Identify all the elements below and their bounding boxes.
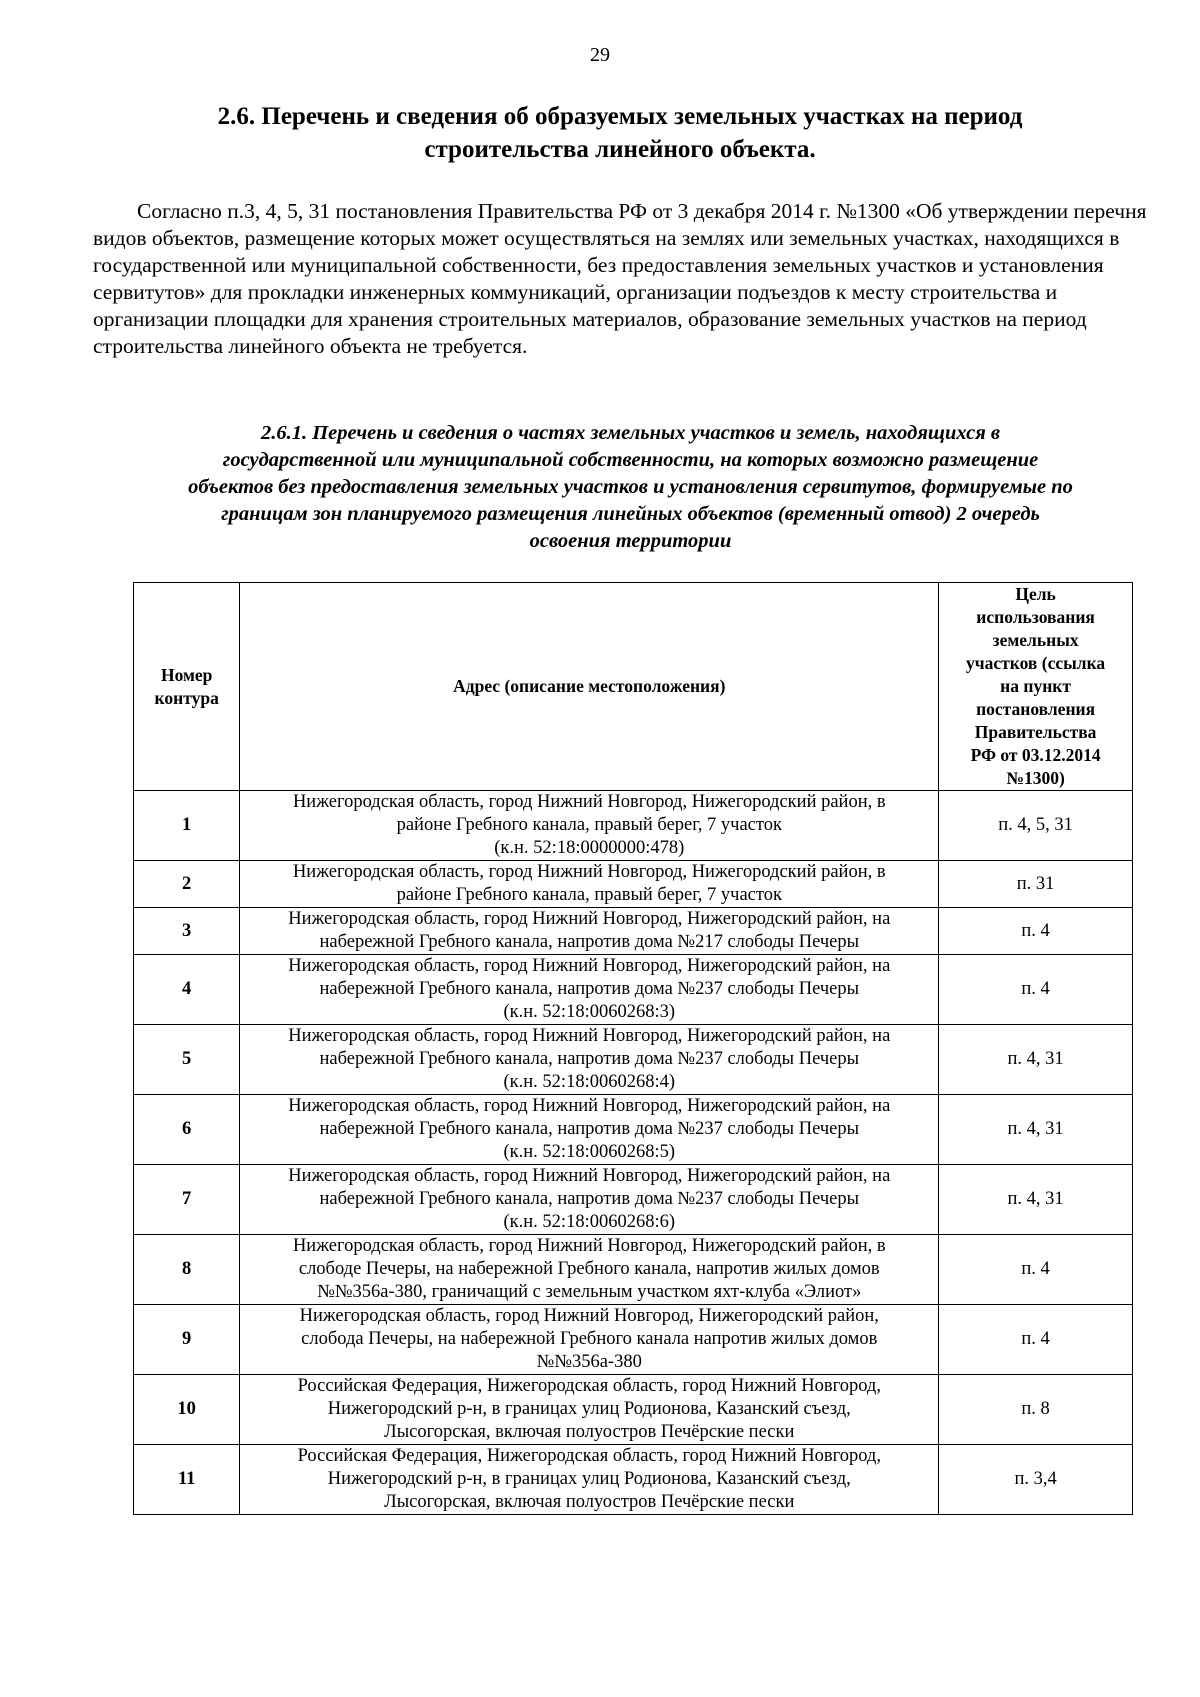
table-row bbox=[134, 861, 1133, 908]
usage-purpose: п. 4 bbox=[939, 908, 1133, 955]
subsection-heading-line: границам зон планируемого размещения линейных объектов (временный отвод) 2 очередь bbox=[221, 503, 1040, 525]
subsection-heading-line: освоения территории bbox=[529, 530, 732, 552]
section-heading-line: 2.6. Перечень и сведения об образуемых земельных участках на период bbox=[217, 103, 1023, 130]
table-row bbox=[134, 1235, 1133, 1305]
address-line: набережной Гребного канала, напротив дома №237 слободы Печеры bbox=[319, 979, 860, 999]
contour-address bbox=[240, 1445, 939, 1515]
contour-number: 11 bbox=[134, 1445, 240, 1515]
table-row bbox=[134, 1375, 1133, 1445]
address-line: Нижегородский р-н, в границах улиц Родионова, Казанский съезд, bbox=[327, 1469, 851, 1489]
table-row bbox=[134, 1165, 1133, 1235]
usage-purpose: п. 3,4 bbox=[939, 1445, 1133, 1515]
contour-number: 3 bbox=[134, 908, 240, 955]
address-line: Лысогорская, включая полуостров Печёрские пески bbox=[384, 1492, 795, 1512]
usage-purpose: п. 4 bbox=[939, 1305, 1133, 1375]
address-line: Нижегородская область, город Нижний Новгород, Нижегородский район, bbox=[299, 1306, 879, 1326]
header-address: Адрес (описание местоположения) bbox=[240, 583, 939, 791]
section-heading bbox=[120, 100, 1120, 166]
usage-purpose: п. 8 bbox=[939, 1375, 1133, 1445]
header-purpose-line: на пункт bbox=[1000, 676, 1071, 696]
contour-address bbox=[240, 1095, 939, 1165]
address-line: Нижегородская область, город Нижний Новгород, Нижегородский район, в bbox=[292, 862, 886, 882]
table-body bbox=[134, 791, 1133, 1515]
address-line: районе Гребного канала, правый берег, 7 участок bbox=[396, 815, 782, 835]
table-row bbox=[134, 791, 1133, 861]
address-line: Нижегородская область, город Нижний Новгород, Нижегородский район, на bbox=[288, 1026, 891, 1046]
usage-purpose: п. 4, 31 bbox=[939, 1165, 1133, 1235]
contours-table bbox=[133, 582, 1133, 1515]
address-line: набережной Гребного канала, напротив дома №237 слободы Печеры bbox=[319, 1189, 860, 1209]
subsection-heading bbox=[93, 420, 1168, 555]
contour-address bbox=[240, 1025, 939, 1095]
page-number: 29 bbox=[590, 44, 610, 66]
address-line: набережной Гребного канала, напротив дома №237 слободы Печеры bbox=[319, 1049, 860, 1069]
contour-number: 2 bbox=[134, 861, 240, 908]
address-line: Российская Федерация, Нижегородская область, город Нижний Новгород, bbox=[297, 1376, 881, 1396]
header-number-line: контура bbox=[154, 687, 219, 708]
address-line: Нижегородская область, город Нижний Новгород, Нижегородский район, на bbox=[288, 909, 891, 929]
address-line: набережной Гребного канала, напротив дома №217 слободы Печеры bbox=[319, 932, 860, 952]
address-line: №№356а-380, граничащий с земельным участком яхт-клуба «Элиот» bbox=[317, 1282, 862, 1302]
address-line: Нижегородская область, город Нижний Новгород, Нижегородский район, на bbox=[288, 956, 891, 976]
contour-number: 8 bbox=[134, 1235, 240, 1305]
header-purpose-line: земельных bbox=[992, 630, 1079, 650]
usage-purpose: п. 4, 5, 31 bbox=[939, 791, 1133, 861]
contour-address bbox=[240, 908, 939, 955]
header-purpose-line: постановления bbox=[976, 699, 1096, 719]
address-line: Нижегородский р-н, в границах улиц Родионова, Казанский съезд, bbox=[327, 1399, 851, 1419]
header-purpose-line: РФ от 03.12.2014 bbox=[970, 745, 1101, 765]
header-purpose-line: использования bbox=[976, 607, 1095, 627]
contour-address bbox=[240, 955, 939, 1025]
cadastral-number: (к.н. 52:18:0060268:3) bbox=[503, 1002, 676, 1022]
contour-number: 6 bbox=[134, 1095, 240, 1165]
contour-address bbox=[240, 1375, 939, 1445]
address-line: Лысогорская, включая полуостров Печёрские пески bbox=[384, 1422, 795, 1442]
body-paragraph: Согласно п.3, 4, 5, 31 постановления Правительства РФ от 3 декабря 2014 г. №1300 «Об утверждении перечня видов объектов, размещение которых может осуществляться на землях или земельных участках, находящихся в государственной или муниципальной собственности, без предоставления земельных участков и установления сервитутов» для прокладки инженерных коммуникаций, организации подъездов к месту строительства и организации площадки для хранения строительных материалов, образование земельных участков на период строительства линейного объекта не требуется. bbox=[93, 199, 1147, 358]
section-heading-line: строительства линейного объекта. bbox=[424, 136, 816, 163]
address-line: слобода Печеры, на набережной Гребного канала напротив жилых домов bbox=[301, 1329, 878, 1349]
contour-address bbox=[240, 1165, 939, 1235]
contour-number: 4 bbox=[134, 955, 240, 1025]
subsection-heading-line: государственной или муниципальной собственности, на которых возможно размещение bbox=[222, 449, 1039, 471]
address-line: Нижегородская область, город Нижний Новгород, Нижегородский район, в bbox=[292, 792, 886, 812]
cadastral-number: (к.н. 52:18:0000000:478) bbox=[494, 838, 685, 858]
address-line: Российская Федерация, Нижегородская область, город Нижний Новгород, bbox=[297, 1446, 881, 1466]
address-line: Нижегородская область, город Нижний Новгород, Нижегородский район, на bbox=[288, 1166, 891, 1186]
contour-number: 9 bbox=[134, 1305, 240, 1375]
usage-purpose: п. 4, 31 bbox=[939, 1095, 1133, 1165]
usage-purpose: п. 31 bbox=[939, 861, 1133, 908]
address-line: набережной Гребного канала, напротив дома №237 слободы Печеры bbox=[319, 1119, 860, 1139]
address-line: Нижегородская область, город Нижний Новгород, Нижегородский район, на bbox=[288, 1096, 891, 1116]
contour-number: 1 bbox=[134, 791, 240, 861]
table-header-row bbox=[134, 583, 1133, 791]
contour-address bbox=[240, 791, 939, 861]
table-row bbox=[134, 1095, 1133, 1165]
subsection-heading-line: объектов без предоставления земельных участков и установления сервитутов, формируемые по bbox=[188, 476, 1073, 498]
contour-number: 5 bbox=[134, 1025, 240, 1095]
contour-number: 10 bbox=[134, 1375, 240, 1445]
address-line: Нижегородская область, город Нижний Новгород, Нижегородский район, в bbox=[292, 1236, 886, 1256]
address-line: слободе Печеры, на набережной Гребного канала, напротив жилых домов bbox=[298, 1259, 880, 1279]
usage-purpose: п. 4 bbox=[939, 1235, 1133, 1305]
header-purpose-line: №1300) bbox=[1006, 768, 1065, 788]
contour-address bbox=[240, 1235, 939, 1305]
cadastral-number: (к.н. 52:18:0060268:4) bbox=[503, 1072, 676, 1092]
table-row bbox=[134, 955, 1133, 1025]
contour-address bbox=[240, 1305, 939, 1375]
table-row bbox=[134, 908, 1133, 955]
subsection-heading-line: 2.6.1. Перечень и сведения о частях земельных участков и земель, находящихся в bbox=[260, 422, 1001, 444]
cadastral-number: (к.н. 52:18:0060268:6) bbox=[503, 1212, 676, 1232]
header-purpose-line: Правительства bbox=[974, 722, 1097, 742]
header-purpose bbox=[939, 583, 1133, 791]
header-purpose-line: участков (ссылка bbox=[966, 653, 1106, 673]
usage-purpose: п. 4 bbox=[939, 955, 1133, 1025]
cadastral-number: (к.н. 52:18:0060268:5) bbox=[503, 1142, 676, 1162]
address-line: №№356а-380 bbox=[536, 1352, 642, 1372]
table-row bbox=[134, 1025, 1133, 1095]
address-line: районе Гребного канала, правый берег, 7 участок bbox=[396, 885, 782, 905]
contour-number: 7 bbox=[134, 1165, 240, 1235]
header-number-line: Номер bbox=[160, 664, 213, 685]
table-row bbox=[134, 1305, 1133, 1375]
table-row bbox=[134, 1445, 1133, 1515]
contour-address bbox=[240, 861, 939, 908]
header-number bbox=[134, 583, 240, 791]
header-purpose-line: Цель bbox=[1015, 584, 1056, 604]
usage-purpose: п. 4, 31 bbox=[939, 1025, 1133, 1095]
